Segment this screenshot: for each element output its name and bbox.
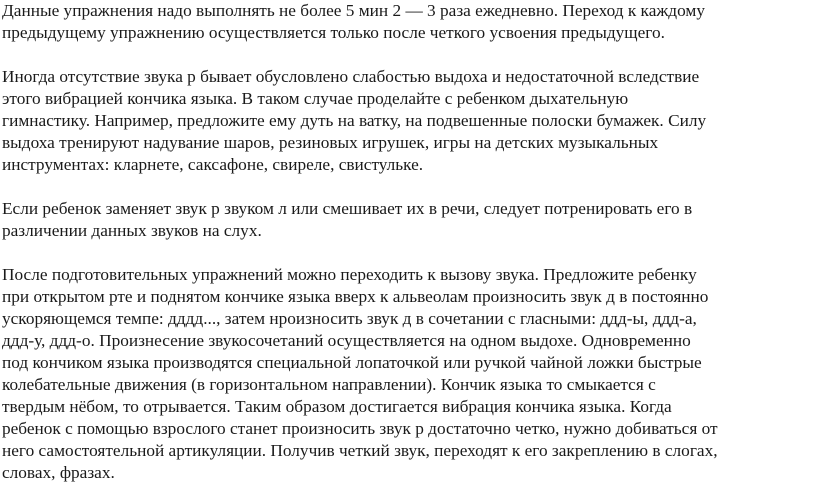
text-line: гимнастику. Например, предложите ему дуть на ватку, на подвешенные полоски бумажек. Силу <box>2 111 707 130</box>
text-line: под кончиком языка производятся специальной лопаточкой или ручкой чайной ложки быстрые <box>2 353 702 372</box>
text-line: Если ребенок заменяет звук р звуком л или смешивает их в речи, следует потренировать его в <box>2 199 693 218</box>
text-line: предыдущему упражнению осуществляется только после четкого усвоения предыдущего. <box>2 23 665 42</box>
text-line: инструментах: кларнете, саксафоне, свиреле, свистульке. <box>2 155 424 174</box>
text-line: при открытом рте и поднятом кончике языка вверх к альвеолам произносить звук д в постоянно <box>2 287 709 306</box>
text-line: Иногда отсутствие звука р бывает обусловлено слабостью выдоха и недостаточной вследствие <box>2 67 700 86</box>
text-line: него самостоятельной артикуляции. Получив четкий звук, переходят к его закреплению в слогах, <box>2 441 718 460</box>
text-line: ддд-у, ддд-о. Произнесение звукосочетаний осуществляется на одном выдохе. Одновременно <box>2 331 691 350</box>
text-line: колебательные движения (в горизонтальном направлении). Кончик языка то смыкается с <box>2 375 656 394</box>
text-line: выдоха тренируют надувание шаров, резиновых игрушек, игры на детских музыкальных <box>2 133 659 152</box>
text-line: этого вибрацией кончика языка. В таком случае проделайте с ребенком дыхательную <box>2 89 629 108</box>
text-line: После подготовительных упражнений можно переходить к вызову звука. Предложите ребенку <box>2 265 697 284</box>
text-line: различении данных звуков на слух. <box>2 221 262 240</box>
text-line: твердым нёбом, то отрывается. Таким образом достигается вибрация кончика языка. Когда <box>2 397 672 416</box>
text-line: ускоряющемся темпе: дддд..., затем нроизносить звук д в сочетании с гласными: ддд-ы, ддд-а, <box>2 309 697 328</box>
text-line: Данные упражнения надо выполнять не более 5 мин 2 — 3 раза ежедневно. Переход к каждому <box>2 1 705 20</box>
text-line: словах, фразах. <box>2 463 115 482</box>
text-line: ребенок с помощью взрослого станет произносить звук р достаточно четко, нужно добиваться от <box>2 419 718 438</box>
